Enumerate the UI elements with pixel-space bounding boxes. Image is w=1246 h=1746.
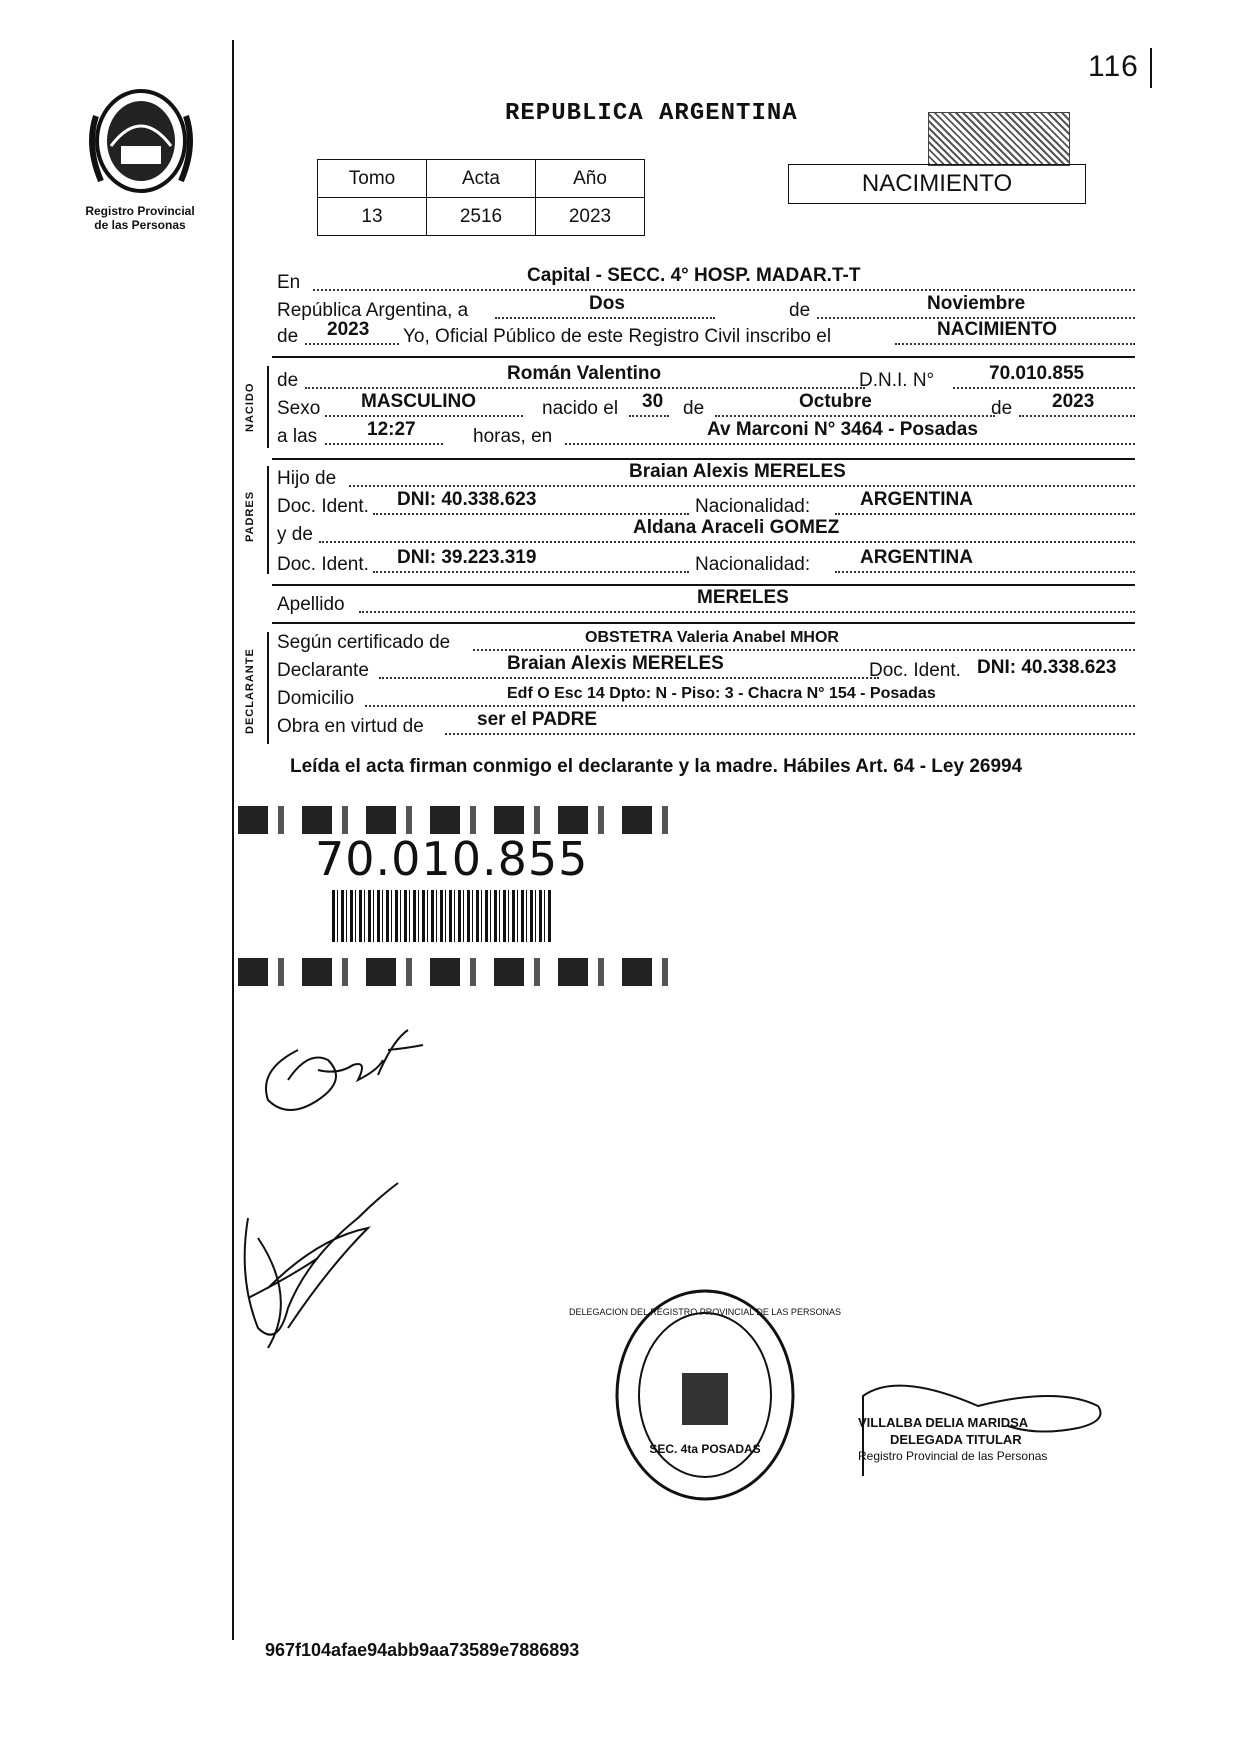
declarant-reason: ser el PADRE [477,709,598,730]
document-hash: 967f104afae94abb9aa73589e7886893 [265,1640,580,1660]
barcode-number: 70.010.855 [315,832,589,886]
dotted-line [445,733,1135,735]
official-stamp-text [858,1414,1047,1465]
security-stamp [928,112,1070,166]
label-horas: horas, en [473,426,553,447]
dotted-line [373,513,689,515]
row-y-de [277,517,1135,546]
row-declarante [277,653,1135,682]
dotted-line [473,649,1135,651]
row-obra [277,709,1135,738]
record-type-box: NACIMIENTO [788,164,1086,204]
birth-time: 12:27 [367,419,416,440]
barcode-decoration-top [238,806,678,834]
label-nacionalidad: Nacionalidad: [695,496,811,517]
signature-gomez [258,1020,428,1120]
seal-outer-text: DELEGACION DEL REGISTRO PROVINCIAL DE LAS PERSONAS [569,1307,841,1317]
child-sex: MASCULINO [361,391,477,412]
dotted-line [305,343,399,345]
declarante-section-label: DECLARANTE [244,648,256,734]
row-hijo [277,461,1135,490]
row-nacido-sexo [277,391,1135,420]
label-y-de: y de [277,524,313,545]
label-doc: Doc. Ident. [277,496,369,517]
row-en [277,265,1135,294]
dotted-line [835,513,1135,515]
official-role: DELEGADA TITULAR [890,1432,1022,1447]
dotted-line [305,387,865,389]
label-obra: Obra en virtud de [277,716,424,737]
table-cell: 13 [318,198,427,236]
label-nacionalidad: Nacionalidad: [695,554,811,575]
value-en: Capital - SECC. 4° HOSP. MADAR.T-T [527,265,861,286]
logo-caption-line1: Registro Provincial [85,204,195,218]
label-certificado: Según certificado de [277,632,451,653]
label-a-las: a las [277,426,318,447]
row-mother-doc [277,547,1135,576]
birth-month: Octubre [799,391,872,412]
label-domicilio: Domicilio [277,688,355,709]
birth-year: 2023 [1052,391,1095,412]
mother-doc: DNI: 39.223.319 [397,547,537,568]
declarant-name: Braian Alexis MERELES [507,653,724,674]
father-name: Braian Alexis MERELES [629,461,846,482]
row-year [277,319,1135,348]
dotted-line [629,415,669,417]
section-divider [272,356,1135,358]
label-nacido: nacido el [542,398,619,419]
label-sexo: Sexo [277,398,321,419]
left-margin-line [232,40,234,1640]
table-header: Tomo [318,160,427,198]
dotted-line [565,443,1135,445]
dotted-line [313,289,1135,291]
dotted-line [359,611,1135,613]
signature-declarant [228,1178,418,1358]
page-number-bar [1150,48,1152,88]
dotted-line [715,415,995,417]
barcode-decoration-bottom [238,958,678,986]
logo-caption-line2: de las Personas [94,218,186,232]
label-doc: Doc. Ident. [277,554,369,575]
mother-name: Aldana Araceli GOMEZ [633,517,840,538]
declarant-doc: DNI: 40.338.623 [977,657,1117,678]
page-number: 116 [1088,50,1139,83]
barcode [332,890,552,942]
table-header: Acta [427,160,536,198]
label-de: de [789,300,811,321]
nacido-side-bar [267,366,269,448]
official-seal [569,1285,841,1505]
document-title: REPUBLICA ARGENTINA [505,100,798,127]
label-hijo: Hijo de [277,468,337,489]
nacido-section-label: NACIDO [244,382,256,432]
row-certificado [277,629,1135,654]
row-domicilio [277,685,1135,710]
dotted-line [895,343,1135,345]
dotted-line [835,571,1135,573]
dotted-line [1019,415,1135,417]
father-doc: DNI: 40.338.623 [397,489,537,510]
registry-table [317,159,645,236]
section-divider [272,584,1135,586]
dotted-line [953,387,1135,389]
official-name: VILLALBA DELIA MARIDSA [858,1415,1029,1430]
birth-day: 30 [642,391,664,412]
dotted-line [349,485,1135,487]
province-crest-logo [86,86,196,196]
dotted-line [495,317,715,319]
child-name: Román Valentino [507,363,662,384]
label-dni: D.N.I. N° [859,370,935,391]
dotted-line [319,541,1135,543]
dotted-line [373,571,689,573]
label-de: de [991,398,1013,419]
dotted-line [325,443,443,445]
table-cell: 2516 [427,198,536,236]
table-cell: 2023 [536,198,645,236]
section-divider [272,458,1135,460]
certificate-issuer: OBSTETRA Valeria Anabel MHOR [585,629,839,646]
logo-caption [70,204,210,232]
label-de: de [683,398,705,419]
label-inscribe: Yo, Oficial Público de este Registro Civil inscribo el [403,326,832,347]
label-en: En [277,272,301,293]
value-year: 2023 [327,319,370,340]
row-apellido [277,587,1135,616]
declarant-address: Edf O Esc 14 Dpto: N - Piso: 3 - Chacra N° 154 - Posadas [507,685,936,702]
value-day: Dos [589,293,625,314]
label-declarante: Declarante [277,660,369,681]
row-father-doc [277,489,1135,518]
surname: MERELES [697,587,789,608]
dotted-line [325,415,523,417]
value-inscribe: NACIMIENTO [937,319,1057,340]
birth-place: Av Marconi N° 3464 - Posadas [707,419,978,440]
label-doc: Doc. Ident. [869,660,961,681]
label-apellido: Apellido [277,594,345,615]
padres-section-label: PADRES [244,490,256,542]
declarante-side-bar [267,632,269,744]
father-nationality: ARGENTINA [860,489,973,510]
seal-inner-text: SEC. 4ta POSADAS [649,1442,761,1456]
official-office: Registro Provincial de las Personas [858,1449,1048,1463]
label-de2: de [277,326,299,347]
dotted-line [379,677,879,679]
section-divider [272,622,1135,624]
value-month: Noviembre [927,293,1026,314]
label-de: de [277,370,299,391]
row-nacido-name [277,363,1135,392]
table-header: Año [536,160,645,198]
closing-statement: Leída el acta firman conmigo el declarante y la madre. Hábiles Art. 64 - Ley 26994 [290,756,1023,777]
padres-side-bar [267,466,269,574]
row-nacido-hora [277,419,1135,448]
label-republica: República Argentina, a [277,300,469,321]
dotted-line [365,705,1135,707]
mother-nationality: ARGENTINA [860,547,973,568]
child-dni: 70.010.855 [989,363,1085,384]
